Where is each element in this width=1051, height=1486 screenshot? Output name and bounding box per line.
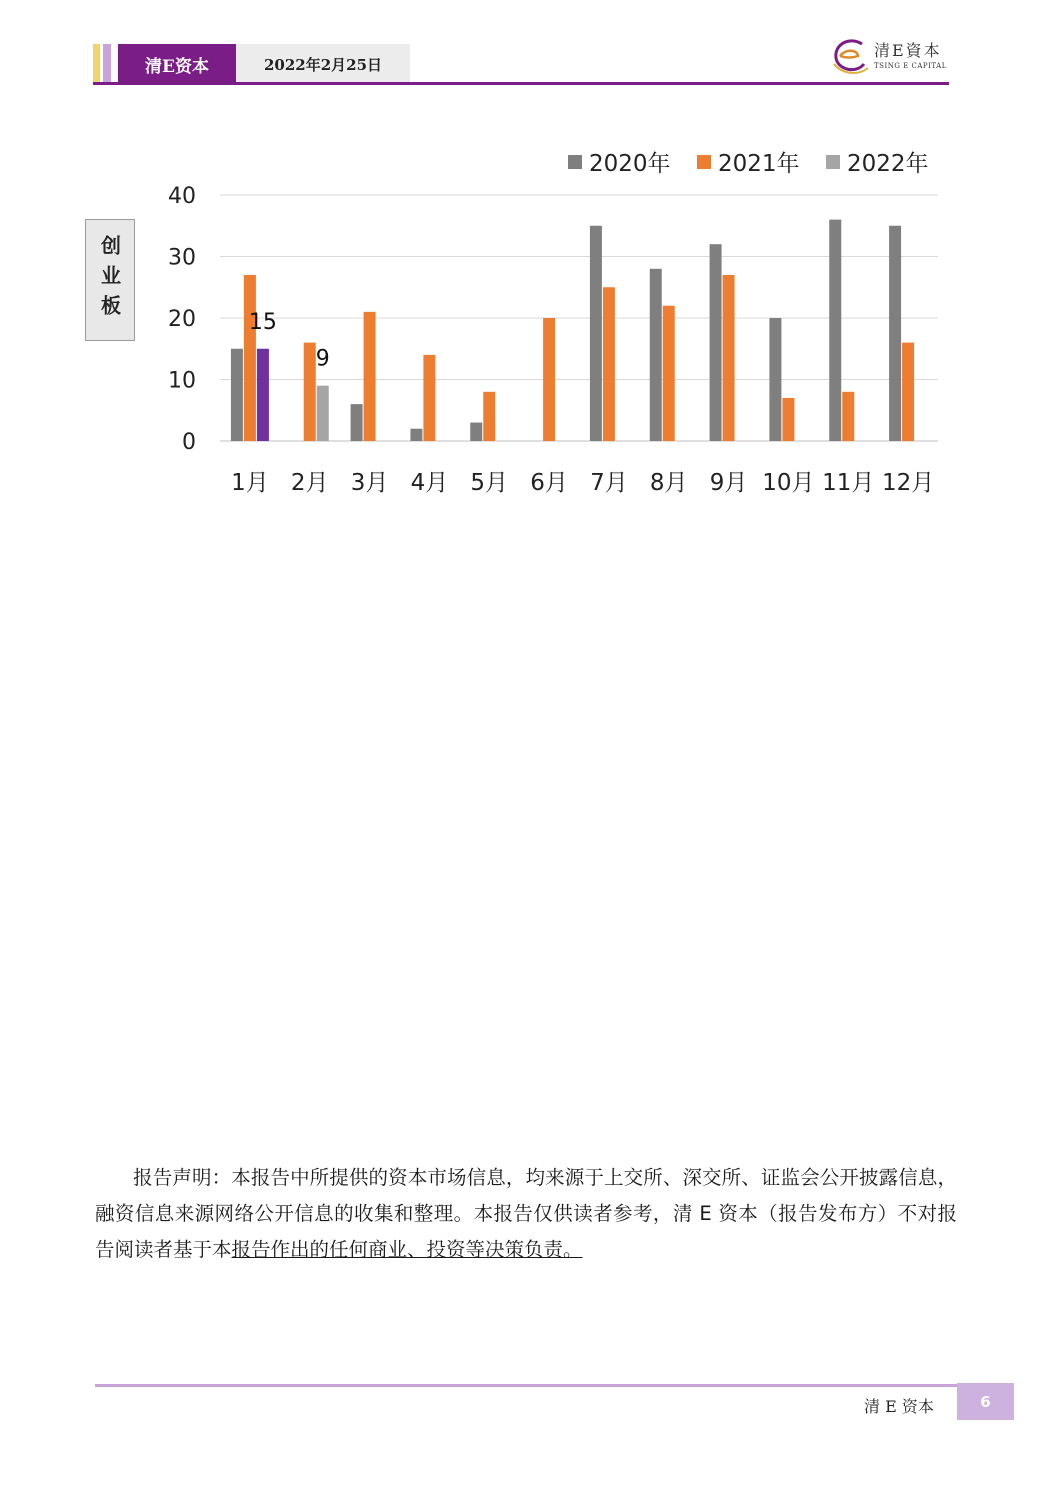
y-tick-label: 20 bbox=[168, 307, 196, 332]
legend-label: 2022年 bbox=[847, 151, 929, 177]
bar bbox=[663, 306, 675, 441]
y-tick-label: 10 bbox=[168, 368, 196, 394]
header-brand: 清E资本 bbox=[118, 44, 236, 84]
bar bbox=[782, 398, 794, 441]
bar bbox=[710, 244, 722, 441]
bar bbox=[483, 392, 495, 441]
market-board-label: 创业板 bbox=[85, 219, 135, 341]
page-number: 6 bbox=[957, 1383, 1014, 1420]
legend-swatch bbox=[568, 155, 582, 169]
report-disclaimer bbox=[95, 1160, 957, 1268]
bar bbox=[257, 349, 269, 441]
header-date: 2022年2月25日 bbox=[236, 44, 410, 84]
bar bbox=[317, 386, 329, 441]
logo-en-text: TSING E CAPITAL bbox=[874, 62, 947, 70]
footer-brand: 清 E 资本 bbox=[864, 1397, 934, 1416]
bar bbox=[410, 429, 422, 441]
legend-label: 2020年 bbox=[589, 151, 671, 177]
bar bbox=[470, 423, 482, 441]
bar bbox=[889, 226, 901, 441]
bar bbox=[842, 392, 854, 441]
x-tick-label: 5月 bbox=[470, 470, 509, 496]
x-tick-label: 12月 bbox=[881, 470, 935, 496]
x-tick-label: 11月 bbox=[822, 470, 875, 496]
bar bbox=[304, 343, 316, 441]
bar bbox=[650, 269, 662, 441]
y-tick-label: 0 bbox=[182, 430, 196, 455]
bar bbox=[590, 226, 602, 441]
legend-swatch bbox=[826, 155, 840, 169]
ipo-count-bar-chart bbox=[0, 0, 1051, 520]
bar bbox=[603, 287, 615, 441]
bar bbox=[829, 220, 841, 441]
data-label: 9 bbox=[315, 346, 330, 372]
y-tick-label: 40 bbox=[168, 184, 196, 209]
bar bbox=[231, 349, 243, 441]
x-tick-label: 1月 bbox=[231, 470, 269, 496]
data-label: 15 bbox=[248, 309, 277, 335]
x-tick-label: 10月 bbox=[762, 470, 815, 496]
x-tick-label: 3月 bbox=[350, 470, 389, 496]
bar bbox=[244, 275, 256, 441]
disclaimer-text: 报告声明：本报告中所提供的资本市场信息，均来源于上交所、深交所、证监会公开披露信息，融资信息来源网络公开信息的收集和整理。本报告仅供读者参考，清 E 资本（报告发布方）不对报告阅读者基于本 bbox=[95, 1166, 957, 1261]
disclaimer-underlined-text: 报告作出的任何商业、投资等决策负责。 bbox=[231, 1238, 583, 1261]
bar bbox=[723, 275, 735, 441]
bar bbox=[769, 318, 781, 441]
x-tick-label: 7月 bbox=[590, 470, 628, 496]
legend-swatch bbox=[697, 155, 711, 169]
x-tick-label: 4月 bbox=[410, 470, 449, 496]
logo-cn-text: 清E資本 bbox=[874, 41, 942, 60]
x-tick-label: 2月 bbox=[290, 470, 329, 496]
bar bbox=[902, 343, 914, 441]
x-tick-label: 9月 bbox=[709, 470, 748, 496]
x-tick-label: 6月 bbox=[530, 470, 568, 496]
bar bbox=[364, 312, 376, 441]
y-tick-label: 30 bbox=[168, 245, 196, 271]
bar bbox=[423, 355, 435, 441]
footer-divider bbox=[95, 1384, 957, 1387]
x-tick-label: 8月 bbox=[649, 470, 688, 496]
bar bbox=[543, 318, 555, 441]
bar bbox=[351, 404, 363, 441]
legend-label: 2021年 bbox=[718, 151, 800, 177]
